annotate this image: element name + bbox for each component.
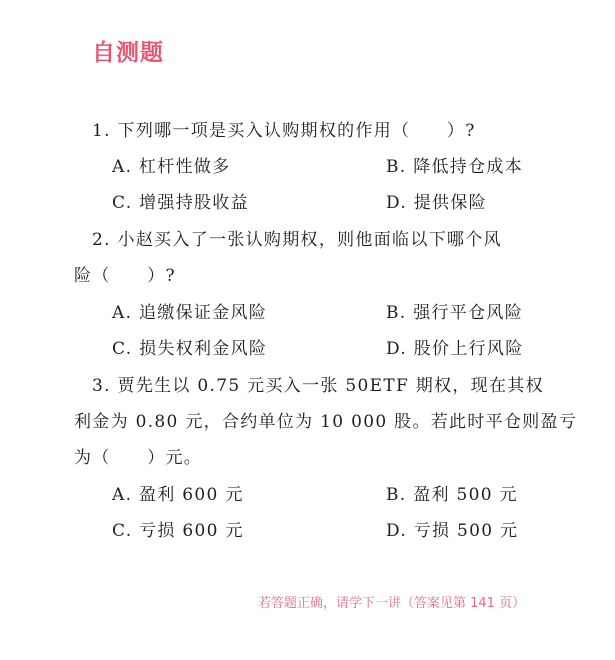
question-2-option-c: C. 损失权利金风险 xyxy=(112,339,268,359)
question-3-stem-line-3: 为（ ）元。 xyxy=(74,448,203,468)
question-3-option-d: D. 亏损 500 元 xyxy=(386,521,519,541)
question-3-option-a: A. 盈利 600 元 xyxy=(112,485,244,505)
question-3-option-c: C. 亏损 600 元 xyxy=(112,521,244,541)
question-2-option-b: B. 强行平仓风险 xyxy=(386,303,523,323)
question-2-option-d: D. 股价上行风险 xyxy=(386,339,524,359)
section-title: 自测题 xyxy=(92,40,164,66)
question-2-stem-line-1: 2. 小赵买入了一张认购期权，则他面临以下哪个风 xyxy=(92,230,502,250)
question-3-stem-line-2: 利金为 0.80 元，合约单位为 10 000 股。若此时平仓则盈亏 xyxy=(74,412,578,432)
question-2-stem-line-2: 险（ ）? xyxy=(74,266,176,286)
question-1-option-b: B. 降低持仓成本 xyxy=(386,157,523,177)
question-3-stem-line-1: 3. 贾先生以 0.75 元买入一张 50ETF 期权，现在其权 xyxy=(92,376,544,396)
question-2-option-a: A. 追缴保证金风险 xyxy=(112,303,268,323)
question-3-option-b: B. 盈利 500 元 xyxy=(386,485,518,505)
question-1-option-d: D. 提供保险 xyxy=(386,193,487,213)
question-1-option-a: A. 杠杆性做多 xyxy=(112,157,231,177)
question-1-option-c: C. 增强持股收益 xyxy=(112,193,249,213)
answer-hint-footer: 若答题正确，请学下一讲（答案见第 141 页） xyxy=(258,596,526,611)
question-1-stem: 1. 下列哪一项是买入认购期权的作用（ ）? xyxy=(92,121,476,141)
